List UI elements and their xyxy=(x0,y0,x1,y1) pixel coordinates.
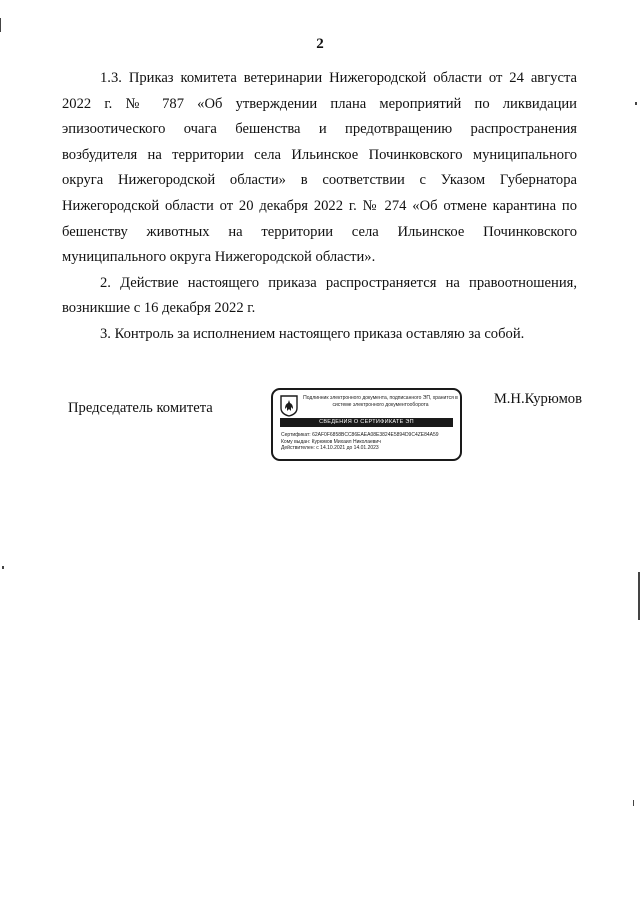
issued-to-value: Курюмов Михаил Николаевич xyxy=(311,438,381,445)
scan-artifact xyxy=(633,800,634,806)
validity-value: с 14.10.2021 до 14.01.2023 xyxy=(316,445,379,451)
issued-to-label: Кому выдан: xyxy=(281,438,311,445)
electronic-signature-stamp xyxy=(271,388,462,461)
nizhny-novgorod-coat-of-arms-icon xyxy=(280,395,298,417)
certificate-label: Сертификат: xyxy=(281,432,311,438)
paragraph-2: 2. Действие настоящего приказа распространяется на правоотношения, возникшие с 16 декабря 2022 г. xyxy=(62,274,577,317)
page-number: 2 xyxy=(316,36,324,52)
scan-artifact xyxy=(2,566,4,569)
validity-label: Действителен: xyxy=(281,445,315,451)
stamp-details xyxy=(281,432,459,452)
scan-artifact xyxy=(0,18,1,32)
stamp-notice-text: Подлинник электронного документа, подписанного ЭП, хранится в системе электронного документооборота xyxy=(303,395,458,408)
paragraph-1-3: 1.3. Приказ комитета ветеринарии Нижегородской области от 24 августа 2022 г. № 787 «Об утверждении плана мероприятий по ликвидации эпизоотического очага бешенства и предотвращению распространения возбудителя на территории села Ильинское Починковского муниципального округа Нижегородской области» в соответствии с Указом Губернатора Нижегородской области от 20 декабря 2022 г. № 274 «Об отмене карантина по бешенству животных на территории села Ильинское Починковского муниципального округа Нижегородской области». xyxy=(62,70,577,266)
document-body xyxy=(62,66,577,348)
validity-row xyxy=(281,445,459,452)
signer-name: М.Н.Курюмов xyxy=(493,391,582,407)
signature-block xyxy=(0,388,640,478)
stamp-header: СВЕДЕНИЯ О СЕРТИФИКАТЕ ЭП xyxy=(280,418,453,427)
signer-position: Председатель комитета xyxy=(68,400,213,416)
paragraph-3: 3. Контроль за исполнением настоящего приказа оставляю за собой. xyxy=(100,325,525,342)
scan-artifact xyxy=(635,102,637,105)
certificate-value: 62AF0F6858BCC86EAEA08E3824E5894D9C4ZE84A59 xyxy=(312,432,439,438)
